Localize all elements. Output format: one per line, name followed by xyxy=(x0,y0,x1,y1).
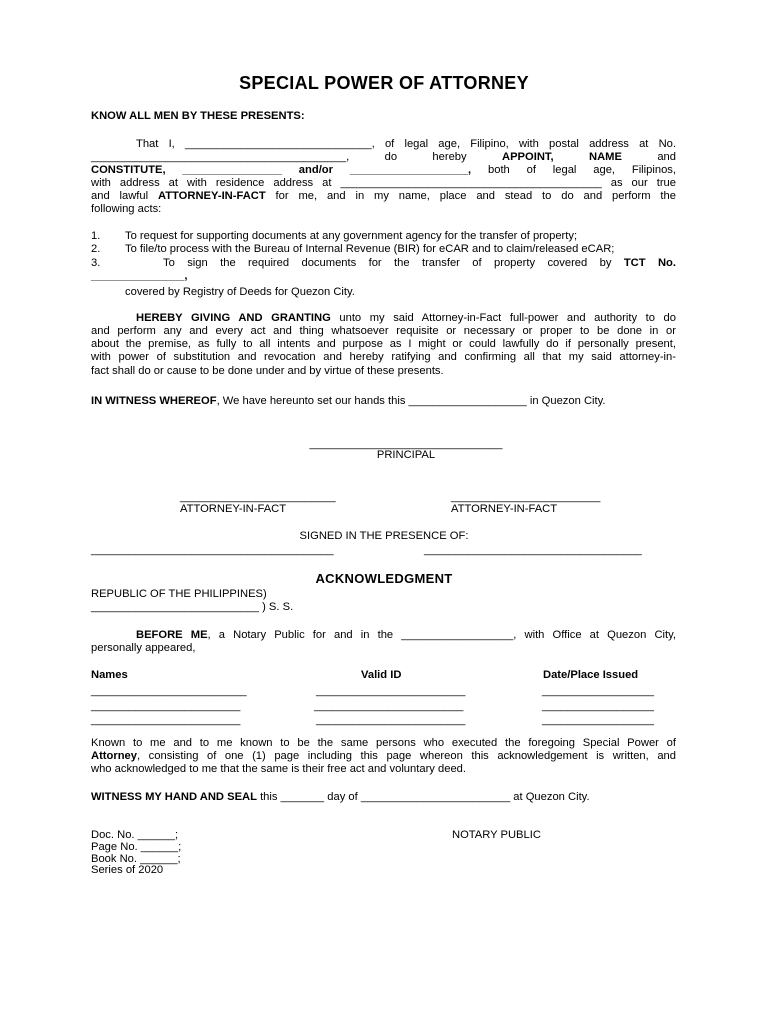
table-row-3-id: ________________________ xyxy=(316,714,466,726)
doc-number: Doc. No. ______; xyxy=(91,829,179,841)
tct-number-line: _______________, xyxy=(91,270,188,282)
table-row-2-name: ________________________ xyxy=(91,700,241,712)
table-header-valid-id: Valid ID xyxy=(361,669,402,681)
aif-left-signature-line: _________________________ xyxy=(180,491,336,503)
granting-line-1: HEREBY GIVING AND GRANTING unto my said Attorney-in-Fact full-power and authority to do xyxy=(136,312,676,324)
page-number: Page No. ______; xyxy=(91,841,182,853)
p1-line-5: and lawful ATTORNEY-IN-FACT for me, and in my name, place and stead to do and perform the xyxy=(91,190,676,202)
act-1-text: To request for supporting documents at any government agency for the transfer of property; xyxy=(125,230,578,242)
table-header-names: Names xyxy=(91,669,128,681)
granting-line-2: and perform any and every act and thing whatsoever requisite or necessary or proper to be done in or xyxy=(91,325,676,337)
aif-right-signature-line: ________________________ xyxy=(451,491,601,503)
act-1-number: 1. xyxy=(91,230,101,242)
presence-label: SIGNED IN THE PRESENCE OF: xyxy=(299,530,469,542)
known-line-2: Attorney, consisting of one (1) page including this page whereon this acknowledgement is written, and xyxy=(91,750,676,762)
table-row-3-name: ________________________ xyxy=(91,714,241,726)
registry-text: covered by Registry of Deeds for Quezon City. xyxy=(125,286,355,298)
table-row-3-date: __________________ xyxy=(542,714,654,726)
republic-line: REPUBLIC OF THE PHILIPPINES) xyxy=(91,588,267,600)
p1-line-4: with address at with residence address at __________________________________________ as our true xyxy=(91,177,676,189)
table-row-1-date: __________________ xyxy=(542,685,654,697)
table-row-1-name: _________________________ xyxy=(91,685,247,697)
p1-line-1: That I, ______________________________, of legal age, Filipino, with postal address at No. xyxy=(136,138,676,150)
known-line-1: Known to me and to me known to be the same persons who executed the foregoing Special Power of xyxy=(91,737,676,749)
ss-line: ___________________________ ) S. S. xyxy=(91,601,294,613)
document-title: SPECIAL POWER OF ATTORNEY xyxy=(239,73,529,93)
known-line-3: who acknowledged to me that the same is their free act and voluntary deed. xyxy=(91,763,466,775)
act-3-text: To sign the required documents for the transfer of property covered by TCT No. xyxy=(163,257,676,269)
before-me-line-2: personally appeared, xyxy=(91,642,196,654)
witness-whereof: IN WITNESS WHEREOF, We have hereunto set our hands this ___________________ in Quezon City. xyxy=(91,395,606,407)
p1-line-6: following acts: xyxy=(91,203,162,215)
table-row-1-id: ________________________ xyxy=(316,685,466,697)
table-row-2-date: __________________ xyxy=(542,700,654,712)
table-header-date-place: Date/Place Issued xyxy=(543,669,639,681)
p1-line-3: CONSTITUTE, ________________ and/or ___________________, both of legal age, Filipinos, xyxy=(91,164,677,176)
intro-heading: KNOW ALL MEN BY THESE PRESENTS: xyxy=(91,110,305,122)
act-2-text: To file/to process with the Bureau of Internal Revenue (BIR) for eCAR and to claim/released eCAR; xyxy=(125,243,615,255)
witness-hand-seal: WITNESS MY HAND AND SEAL this _______ day of ________________________ at Quezon City. xyxy=(91,791,590,803)
series-year: Series of 2020 xyxy=(91,864,164,876)
p1-line-2: _________________________________________, do hereby APPOINT, NAME and xyxy=(91,151,676,163)
notary-public-label: NOTARY PUBLIC xyxy=(452,829,541,841)
book-number: Book No. ______; xyxy=(91,853,181,865)
granting-line-5: fact shall do or cause to be done under and by virtue of these presents. xyxy=(91,365,444,377)
before-me-line-1: BEFORE ME, a Notary Public for and in the __________________, with Office at Quezon City, xyxy=(136,629,676,641)
table-row-2-id: ________________________ xyxy=(314,700,464,712)
principal-signature-line: _______________________________ xyxy=(309,438,503,450)
act-3-number: 3. xyxy=(91,257,101,269)
presence-left-line: _______________________________________ xyxy=(91,544,334,556)
granting-line-3: about the premise, as fully to all intents and purpose as I might or could lawfully do if personally present, xyxy=(91,338,676,350)
aif-left-label: ATTORNEY-IN-FACT xyxy=(180,503,287,515)
presence-right-line: ___________________________________ xyxy=(424,544,642,556)
granting-line-4: with power of substitution and revocation and hereby ratifying and confirming all that my said attorney-in- xyxy=(91,351,676,363)
act-2-number: 2. xyxy=(91,243,101,255)
acknowledgment-title: ACKNOWLEDGMENT xyxy=(315,571,453,586)
principal-label: PRINCIPAL xyxy=(376,449,436,461)
aif-right-label: ATTORNEY-IN-FACT xyxy=(451,503,558,515)
